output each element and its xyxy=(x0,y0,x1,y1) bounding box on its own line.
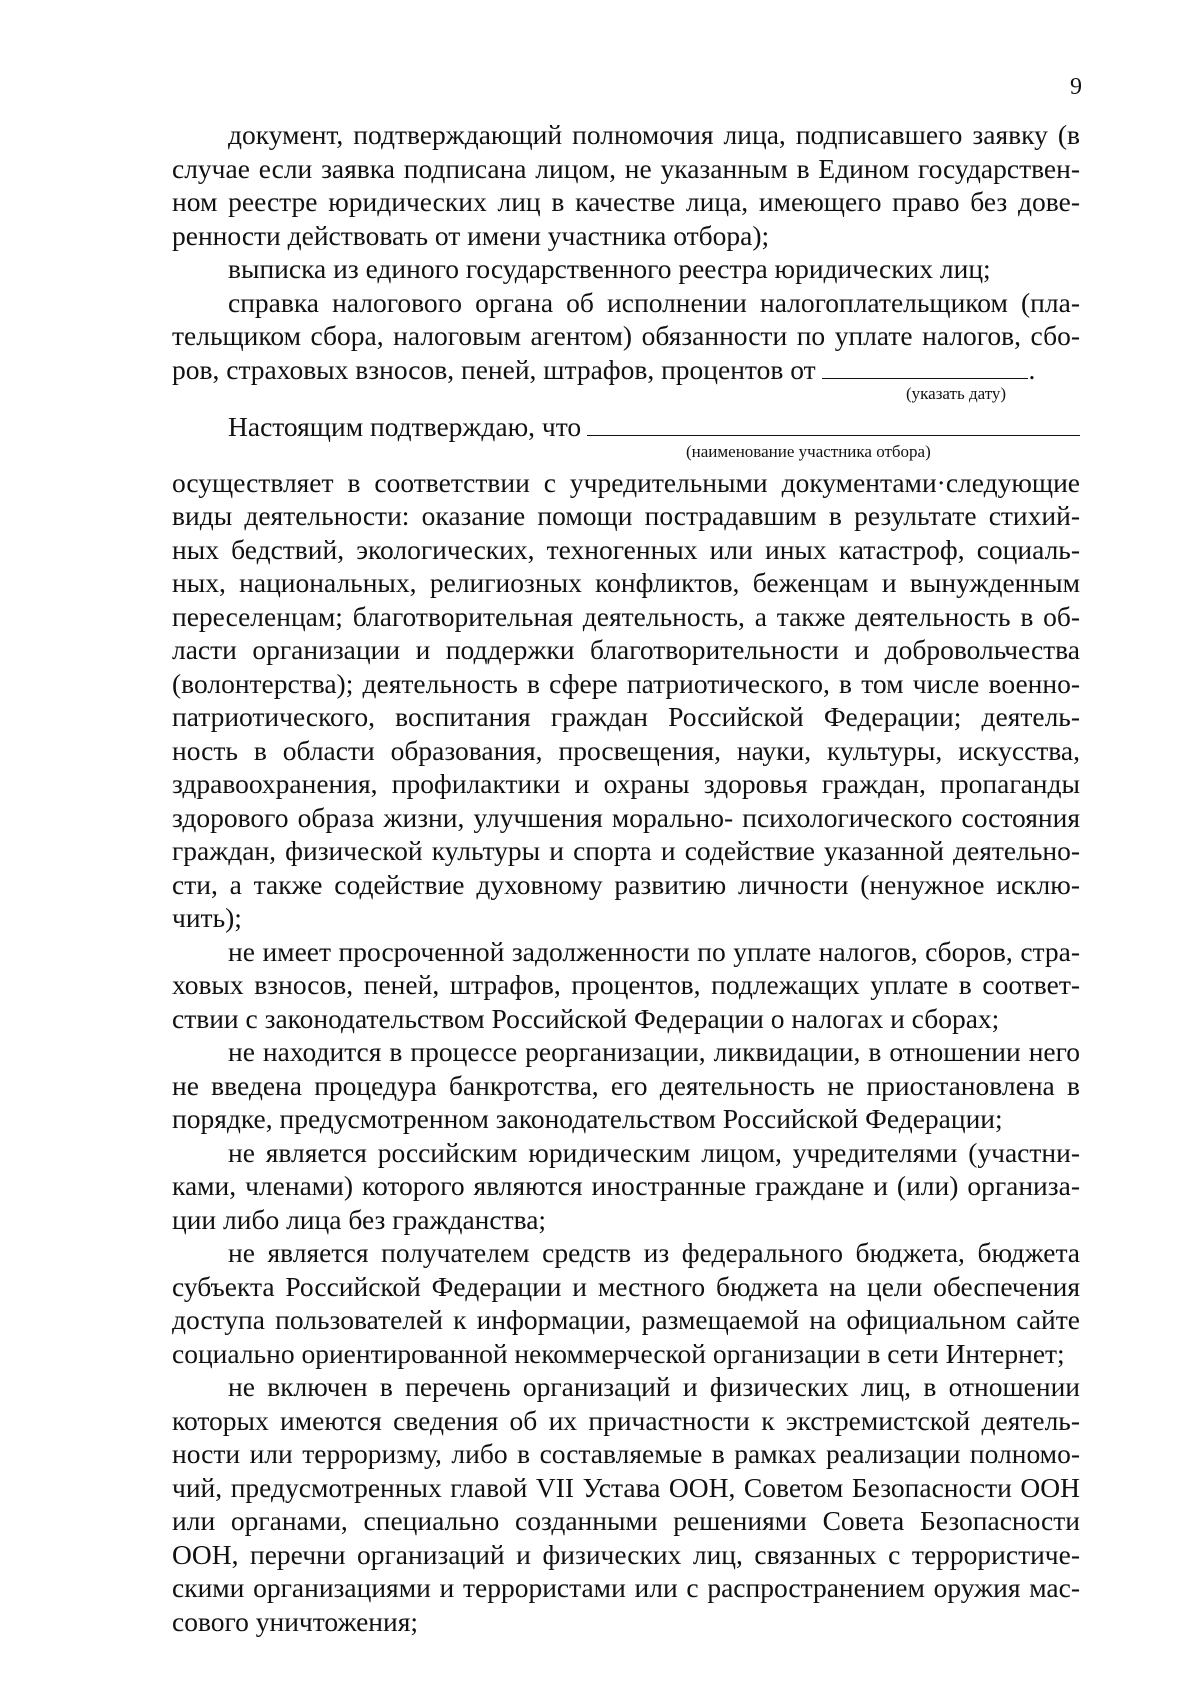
paragraph-5-line-11: здорового образа жизни, улучшения морально- психологического состояния xyxy=(172,801,1080,833)
paragraph-10-line-8: сового уничтожения; xyxy=(172,1605,419,1637)
paragraph-3-line-3-text: ров, страховых взносов, пеней, штрафов, процентов от xyxy=(172,353,816,385)
paragraph-5-line-6: ласти организации и поддержки благотворительности и добровольчества xyxy=(172,634,1080,665)
paragraph-10-line-2: которых имеются сведения об их причастности к экстремистской деятель- xyxy=(172,1404,1080,1436)
paragraph-10-line-4: чий, предусмотренных главой VII Устава ООН, Советом Безопасности ООН xyxy=(172,1471,1080,1503)
paragraph-4-line-1-text: Настоящим подтверждаю, что xyxy=(228,411,582,442)
page-number: 9 xyxy=(1070,74,1082,100)
paragraph-9-line-2: субъекта Российской Федерации и местного бюджета на цели обеспечения xyxy=(172,1270,1080,1302)
paragraph-1-line-1: документ, подтверждающий полномочия лица, подписавшего заявку (в xyxy=(228,119,1080,150)
paragraph-8-line-3: ции либо лица без гражданства; xyxy=(172,1203,547,1235)
paragraph-5-line-2: виды деятельности: оказание помощи пострадавшим в результате стихий- xyxy=(172,500,1080,531)
paragraph-1-line-3: ном реестре юридических лиц в качестве лица, имеющего право без дове- xyxy=(172,186,1080,217)
document-body xyxy=(172,118,1080,1638)
organization-field-caption: (наименование участника отбора) xyxy=(686,441,931,461)
paragraph-9-line-4: социально ориентированной некоммерческой организации в сети Интернет; xyxy=(172,1337,1065,1369)
paragraph-10-line-6: ООН, перечни организаций и физических лиц, связанных с террористиче- xyxy=(172,1538,1080,1570)
paragraph-7-line-1: не находится в процессе реорганизации, ликвидации, в отношении него xyxy=(228,1036,1080,1067)
paragraph-10-line-3: ности или терроризму, либо в составляемые в рамках реализации полномо- xyxy=(172,1438,1080,1469)
paragraph-8-line-2: ками, членами) которого являются иностранные граждане и (или) организа- xyxy=(172,1170,1080,1201)
paragraph-8-line-1: не является российским юридическим лицом, учредителями (участни- xyxy=(228,1136,1080,1168)
paragraph-6-line-1: не имеет просроченной задолженности по уплате налогов, сборов, стра- xyxy=(228,935,1080,967)
paragraph-1-line-4: ренности действовать от имени участника отбора); xyxy=(172,219,770,251)
paragraph-9-line-3: доступа пользователей к информации, размещаемой на официальном сайте xyxy=(172,1304,1080,1335)
paragraph-7-line-2: не введена процедура банкротства, его деятельность не приостановлена в xyxy=(172,1069,1080,1101)
paragraph-5-line-8: патриотического, воспитания граждан Российской Федерации; деятель- xyxy=(172,701,1080,732)
paragraph-7-line-3: порядке, предусмотренном законодательством Российской Федерации; xyxy=(172,1103,1003,1134)
paragraph-5-line-3: ных бедствий, экологических, техногенных или иных катастроф, социаль- xyxy=(172,533,1080,565)
paragraph-2-line-1: выписка из единого государственного реестра юридических лиц; xyxy=(228,253,991,284)
paragraph-5-line-10: здравоохранения, профилактики и охраны здоровья граждан, пропаганды xyxy=(172,768,1080,799)
paragraph-3-line-3-end: . xyxy=(1028,353,1036,385)
paragraph-10-line-7: скими организациями и террористами или с распространением оружия мас- xyxy=(172,1572,1080,1603)
paragraph-5-line-5: переселенцам; благотворительная деятельность, а также деятельность в об- xyxy=(172,600,1080,632)
organization-name-blank-field[interactable] xyxy=(587,411,1080,436)
paragraph-5-line-12: граждан, физической культуры и спорта и содействие указанной деятельно- xyxy=(172,835,1080,866)
date-blank-field[interactable] xyxy=(822,354,1028,379)
paragraph-5-line-9: ность в области образования, просвещения, науки, культуры, искусства, xyxy=(172,734,1080,766)
paragraph-5-line-13: сти, а также содействие духовному развитию личности (ненужное исклю- xyxy=(172,868,1080,900)
paragraph-10-line-5: или органами, специально созданными решениями Совета Безопасности xyxy=(172,1505,1080,1536)
paragraph-5-line-1: осуществляет в соответствии с учредительными документами·следующие xyxy=(172,466,1080,498)
paragraph-10-line-1: не включен в перечень организаций и физических лиц, в отношении xyxy=(228,1371,1080,1402)
paragraph-5-line-4: ных, национальных, религиозных конфликтов, беженцам и вынужденным xyxy=(172,567,1080,598)
paragraph-6-line-3: ствии с законодательством Российской Федерации о налогах и сборах; xyxy=(172,1002,1000,1034)
date-field-caption: (указать дату) xyxy=(906,384,1007,403)
paragraph-3-line-2: тельщиком сбора, налоговым агентом) обязанности по уплате налогов, сбо- xyxy=(172,320,1080,351)
paragraph-4-line-1 xyxy=(172,410,1080,444)
paragraph-5-line-7: (волонтерства); деятельность в сфере патриотического, в том числе военно- xyxy=(172,667,1080,699)
paragraph-5-line-14: чить); xyxy=(172,902,242,933)
paragraph-3-line-1: справка налогового органа об исполнении налогоплательщиком (пла- xyxy=(228,286,1080,318)
paragraph-3-line-3 xyxy=(172,353,1080,387)
paragraph-9-line-1: не является получателем средств из федерального бюджета, бюджета xyxy=(228,1237,1080,1268)
paragraph-6-line-2: ховых взносов, пеней, штрафов, процентов, подлежащих уплате в соответ- xyxy=(172,969,1080,1000)
paragraph-1-line-2: случае если заявка подписана лицом, не указанным в Едином государствен- xyxy=(172,152,1080,184)
